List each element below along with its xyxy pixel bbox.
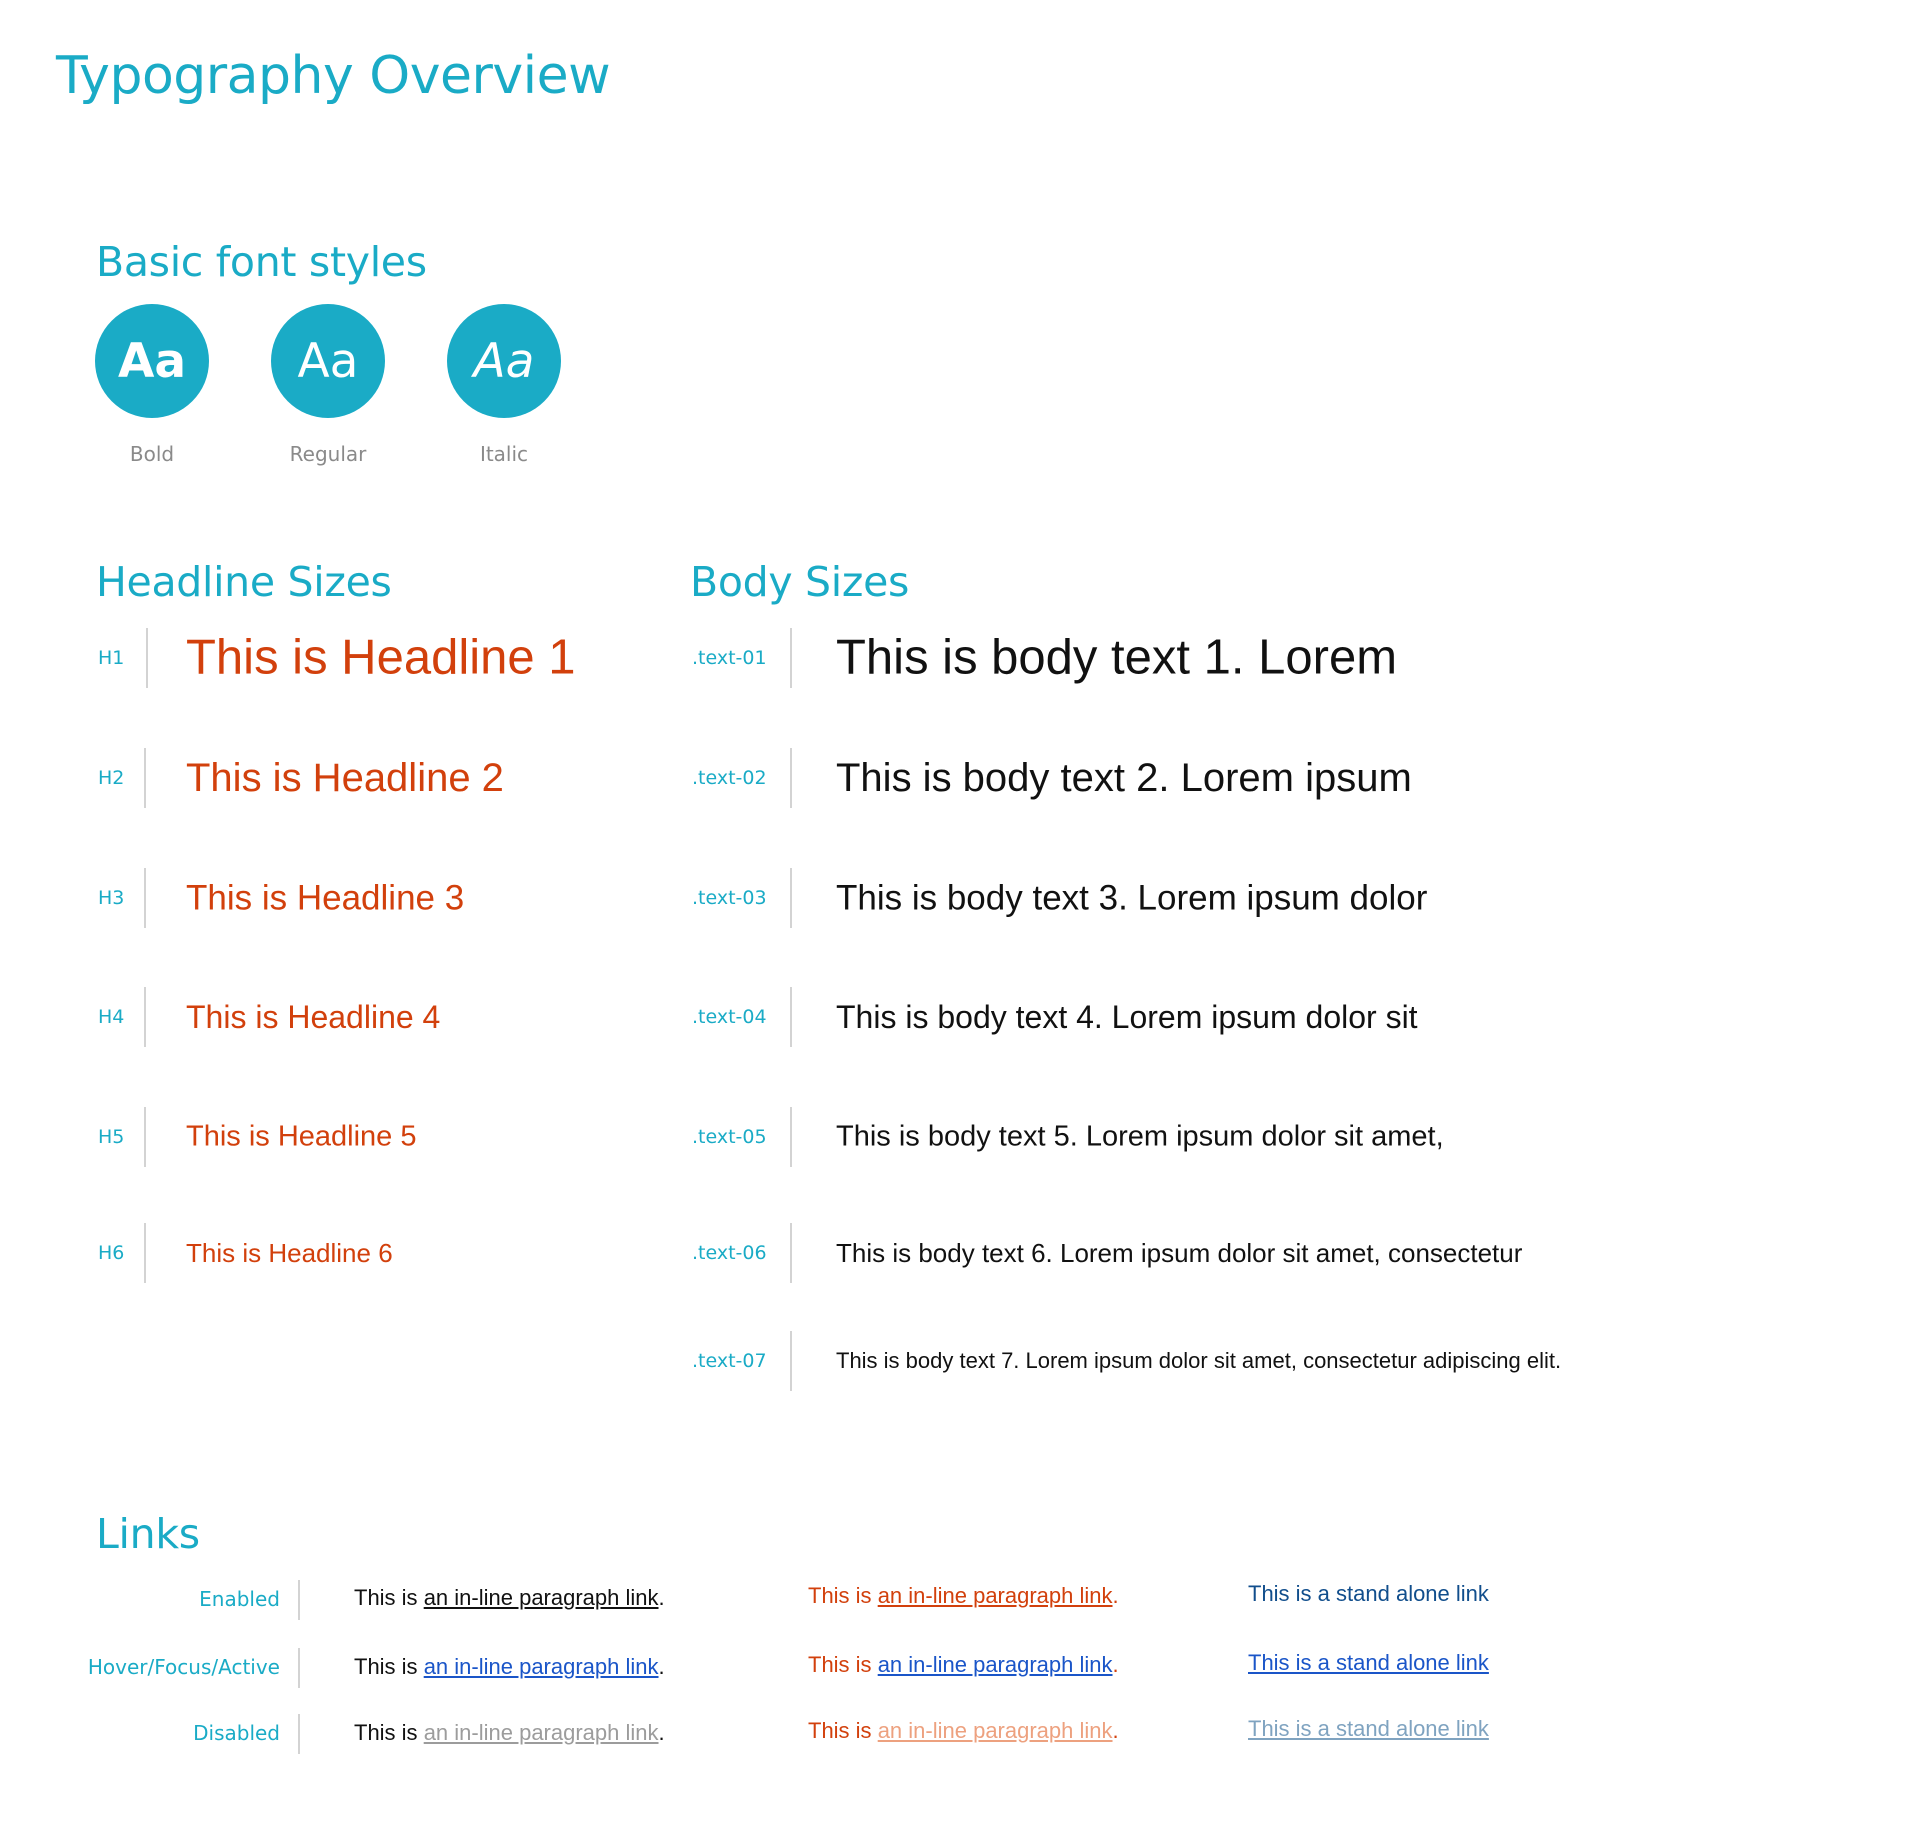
- headline-tag: H2: [98, 767, 125, 789]
- body-sample: This is body text 1. Lorem: [836, 630, 1398, 685]
- row-divider: [144, 987, 146, 1047]
- inline-link[interactable]: an in-line paragraph link: [423, 1654, 659, 1679]
- orange-paragraph-link-enabled: [808, 1583, 1119, 1609]
- paragraph-link-enabled: [354, 1585, 665, 1611]
- headline-sample: This is Headline 2: [186, 756, 504, 800]
- headline-tag: H3: [98, 887, 125, 909]
- row-divider: [790, 1223, 792, 1283]
- font-style-regular: [240, 304, 416, 466]
- row-divider: [790, 987, 792, 1047]
- body-tag: .text-07: [692, 1350, 767, 1372]
- body-tag: .text-04: [692, 1006, 767, 1028]
- paragraph-suffix: .: [1112, 1583, 1119, 1608]
- paragraph-prefix: This is: [808, 1583, 872, 1608]
- row-divider: [790, 628, 792, 688]
- headline-sample: This is Headline 4: [186, 999, 441, 1035]
- headline-tag: H4: [98, 1006, 125, 1028]
- inline-link[interactable]: an in-line paragraph link: [877, 1652, 1113, 1677]
- body-tag: .text-02: [692, 767, 767, 789]
- paragraph-suffix: .: [1112, 1652, 1119, 1677]
- font-style-italic: [416, 304, 592, 466]
- standalone-link-enabled[interactable]: This is a stand alone link: [1248, 1581, 1489, 1606]
- link-state-enabled: Enabled: [199, 1587, 280, 1611]
- row-divider: [144, 1107, 146, 1167]
- bold-swatch: Aa: [95, 304, 209, 418]
- headline-row-h5: [98, 1107, 658, 1167]
- body-sample: This is body text 7. Lorem ipsum dolor sit amet, consectetur adipiscing elit.: [836, 1348, 1562, 1373]
- body-tag: .text-06: [692, 1242, 767, 1264]
- headline-tag: H1: [98, 647, 125, 669]
- body-row-04: [692, 987, 1792, 1047]
- row-divider: [144, 1223, 146, 1283]
- basic-font-styles-title: Basic font styles: [96, 238, 427, 286]
- link-state-disabled: Disabled: [193, 1721, 280, 1745]
- row-divider: [144, 748, 146, 808]
- links-title: Links: [96, 1510, 200, 1558]
- headline-row-h6: [98, 1223, 658, 1283]
- orange-paragraph-link-hover: [808, 1652, 1119, 1678]
- headline-row-h1: [98, 628, 658, 688]
- body-row-02: [692, 748, 1792, 808]
- link-state-hover: Hover/Focus/Active: [87, 1655, 280, 1679]
- paragraph-prefix: This is: [354, 1720, 418, 1745]
- row-divider: [790, 1331, 792, 1391]
- inline-link[interactable]: an in-line paragraph link: [423, 1585, 659, 1610]
- body-row-05: [692, 1107, 1792, 1167]
- italic-label: Italic: [479, 442, 529, 466]
- body-row-01: [692, 628, 1792, 688]
- headline-tag: H5: [98, 1126, 125, 1148]
- row-divider: [298, 1648, 300, 1688]
- paragraph-suffix: .: [658, 1720, 665, 1745]
- regular-swatch: Aa: [271, 304, 385, 418]
- inline-link[interactable]: an in-line paragraph link: [877, 1583, 1113, 1608]
- headline-row-h3: [98, 868, 658, 928]
- inline-link: an in-line paragraph link: [877, 1718, 1113, 1743]
- row-divider: [790, 868, 792, 928]
- paragraph-link-hover: [354, 1654, 665, 1680]
- body-sample: This is body text 3. Lorem ipsum dolor: [836, 878, 1428, 918]
- orange-paragraph-link-disabled: [808, 1718, 1119, 1744]
- paragraph-prefix: This is: [354, 1585, 418, 1610]
- paragraph-link-disabled: [354, 1720, 665, 1746]
- row-divider: [298, 1714, 300, 1754]
- row-divider: [146, 628, 148, 688]
- italic-swatch: Aa: [447, 304, 561, 418]
- body-sample: This is body text 6. Lorem ipsum dolor sit amet, consectetur: [836, 1238, 1523, 1268]
- body-tag: .text-03: [692, 887, 767, 909]
- body-sample: This is body text 2. Lorem ipsum: [836, 756, 1412, 800]
- headline-tag: H6: [98, 1242, 125, 1264]
- paragraph-suffix: .: [658, 1585, 665, 1610]
- body-tag: .text-01: [692, 647, 767, 669]
- paragraph-prefix: This is: [354, 1654, 418, 1679]
- body-row-07: [692, 1331, 1792, 1391]
- body-tag: .text-05: [692, 1126, 767, 1148]
- paragraph-suffix: .: [1112, 1718, 1119, 1743]
- body-sample: This is body text 4. Lorem ipsum dolor sit: [836, 999, 1418, 1035]
- paragraph-prefix: This is: [808, 1652, 872, 1677]
- body-sizes-title: Body Sizes: [690, 558, 910, 606]
- body-row-06: [692, 1223, 1792, 1283]
- inline-link: an in-line paragraph link: [423, 1720, 659, 1745]
- standalone-link-disabled: This is a stand alone link: [1248, 1716, 1489, 1741]
- regular-label: Regular: [289, 442, 367, 466]
- row-divider: [790, 1107, 792, 1167]
- row-divider: [790, 748, 792, 808]
- standalone-link-hover[interactable]: This is a stand alone link: [1248, 1650, 1489, 1675]
- row-divider: [144, 868, 146, 928]
- headline-sample: This is Headline 1: [186, 630, 576, 685]
- headline-sample: This is Headline 3: [186, 878, 465, 918]
- row-divider: [298, 1580, 300, 1620]
- headline-row-h2: [98, 748, 658, 808]
- body-row-03: [692, 868, 1792, 928]
- headline-sample: This is Headline 6: [186, 1238, 393, 1268]
- headline-sample: This is Headline 5: [186, 1120, 417, 1153]
- page-title: Typography Overview: [56, 46, 611, 106]
- headline-sizes-title: Headline Sizes: [96, 558, 392, 606]
- paragraph-suffix: .: [658, 1654, 665, 1679]
- paragraph-prefix: This is: [808, 1718, 872, 1743]
- bold-label: Bold: [129, 442, 175, 466]
- body-sample: This is body text 5. Lorem ipsum dolor sit amet,: [836, 1120, 1444, 1153]
- font-style-bold: [64, 304, 240, 466]
- headline-row-h4: [98, 987, 658, 1047]
